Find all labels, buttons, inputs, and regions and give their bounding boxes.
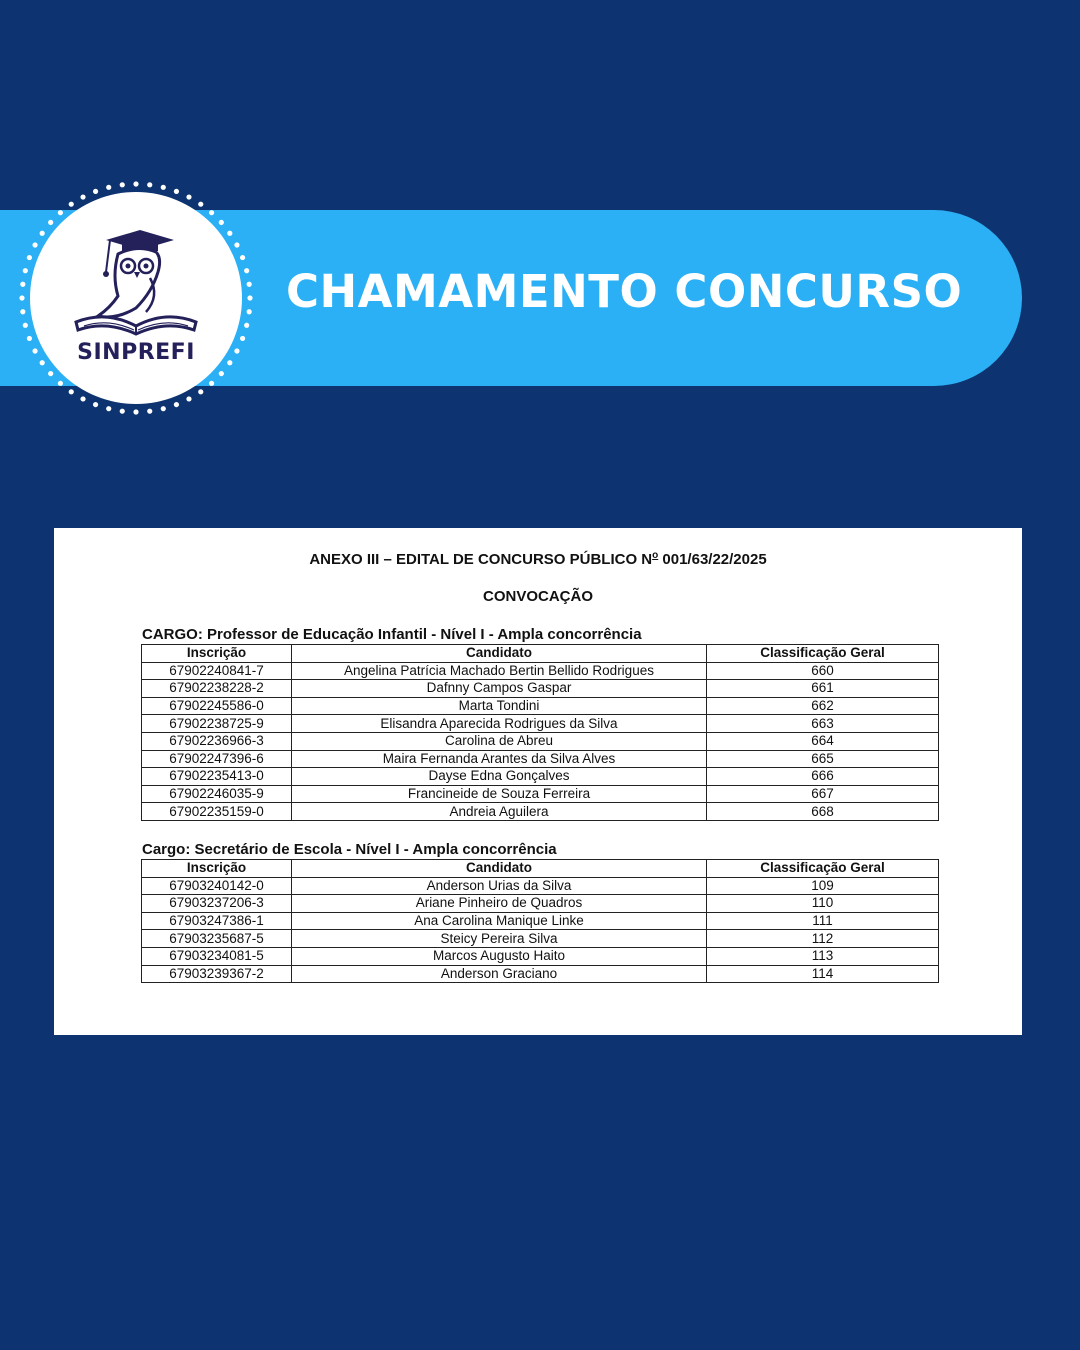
table-row [142,715,939,733]
inscricao-cell: 67902246035-9 [142,785,292,803]
column-header: Classificação Geral [707,860,939,878]
document-title-number: 001/63/22/2025 [658,551,767,568]
inscricao-cell: 67903247386-1 [142,912,292,930]
document-page [54,528,1022,1035]
table-row [142,785,939,803]
table-row [142,680,939,698]
candidato-cell: Andreia Aguilera [292,803,707,821]
inscricao-cell: 67903239367-2 [142,965,292,983]
candidato-cell: Marta Tondini [292,697,707,715]
inscricao-cell: 67902235413-0 [142,768,292,786]
inscricao-cell: 67902240841-7 [142,662,292,680]
classificacao-cell: 661 [707,680,939,698]
candidato-cell: Marcos Augusto Haito [292,947,707,965]
inscricao-cell: 67902235159-0 [142,803,292,821]
candidato-cell: Angelina Patrícia Machado Bertin Bellido Rodrigues [292,662,707,680]
classificacao-cell: 112 [707,930,939,948]
candidato-cell: Dafnny Campos Gaspar [292,680,707,698]
candidato-cell: Steicy Pereira Silva [292,930,707,948]
classificacao-cell: 665 [707,750,939,768]
candidato-cell: Carolina de Abreu [292,732,707,750]
section-heading: Cargo: Secretário de Escola - Nível I - Ampla concorrência [142,841,557,858]
table-row [142,947,939,965]
classificacao-cell: 110 [707,895,939,913]
table-row [142,877,939,895]
table-row [142,965,939,983]
candidato-cell: Dayse Edna Gonçalves [292,768,707,786]
candidato-cell: Ana Carolina Manique Linke [292,912,707,930]
candidates-table [141,859,939,983]
column-header: Candidato [292,645,707,663]
candidato-cell: Ariane Pinheiro de Quadros [292,895,707,913]
candidato-cell: Anderson Graciano [292,965,707,983]
table-row [142,895,939,913]
sinprefi-logo [18,180,254,416]
inscricao-cell: 67902236966-3 [142,732,292,750]
owl-graduate-book-icon [18,180,254,416]
classificacao-cell: 664 [707,732,939,750]
document-title-superscript: o [652,550,659,561]
candidato-cell: Francineide de Souza Ferreira [292,785,707,803]
classificacao-cell: 667 [707,785,939,803]
table-row [142,662,939,680]
inscricao-cell: 67903237206-3 [142,895,292,913]
classificacao-cell: 114 [707,965,939,983]
column-header: Inscrição [142,860,292,878]
classificacao-cell: 111 [707,912,939,930]
document-subtitle: CONVOCAÇÃO [482,588,593,605]
document-title-main: ANEXO III – EDITAL DE CONCURSO PÚBLICO N [309,551,653,568]
table-row [142,803,939,821]
inscricao-cell: 67902238228-2 [142,680,292,698]
table-row [142,768,939,786]
logo-name: SINPREFI [77,340,195,365]
column-header: Classificação Geral [707,645,939,663]
inscricao-cell: 67903235687-5 [142,930,292,948]
column-header: Inscrição [142,645,292,663]
inscricao-cell: 67903240142-0 [142,877,292,895]
column-header: Candidato [292,860,707,878]
candidato-cell: Elisandra Aparecida Rodrigues da Silva [292,715,707,733]
classificacao-cell: 660 [707,662,939,680]
inscricao-cell: 67902245586-0 [142,697,292,715]
banner-title: CHAMAMENTO CONCURSO [286,265,963,318]
classificacao-cell: 666 [707,768,939,786]
classificacao-cell: 663 [707,715,939,733]
candidates-table [141,644,939,821]
candidato-cell: Anderson Urias da Silva [292,877,707,895]
classificacao-cell: 109 [707,877,939,895]
table-row [142,930,939,948]
inscricao-cell: 67902247396-6 [142,750,292,768]
table-row [142,750,939,768]
table-row [142,732,939,750]
table-row [142,912,939,930]
classificacao-cell: 113 [707,947,939,965]
classificacao-cell: 668 [707,803,939,821]
table-header-row [142,645,939,663]
classificacao-cell: 662 [707,697,939,715]
inscricao-cell: 67903234081-5 [142,947,292,965]
table-row [142,697,939,715]
inscricao-cell: 67902238725-9 [142,715,292,733]
document-title [54,550,1022,568]
candidato-cell: Maira Fernanda Arantes da Silva Alves [292,750,707,768]
table-header-row [142,860,939,878]
section-heading: CARGO: Professor de Educação Infantil - Nível I - Ampla concorrência [142,626,642,643]
